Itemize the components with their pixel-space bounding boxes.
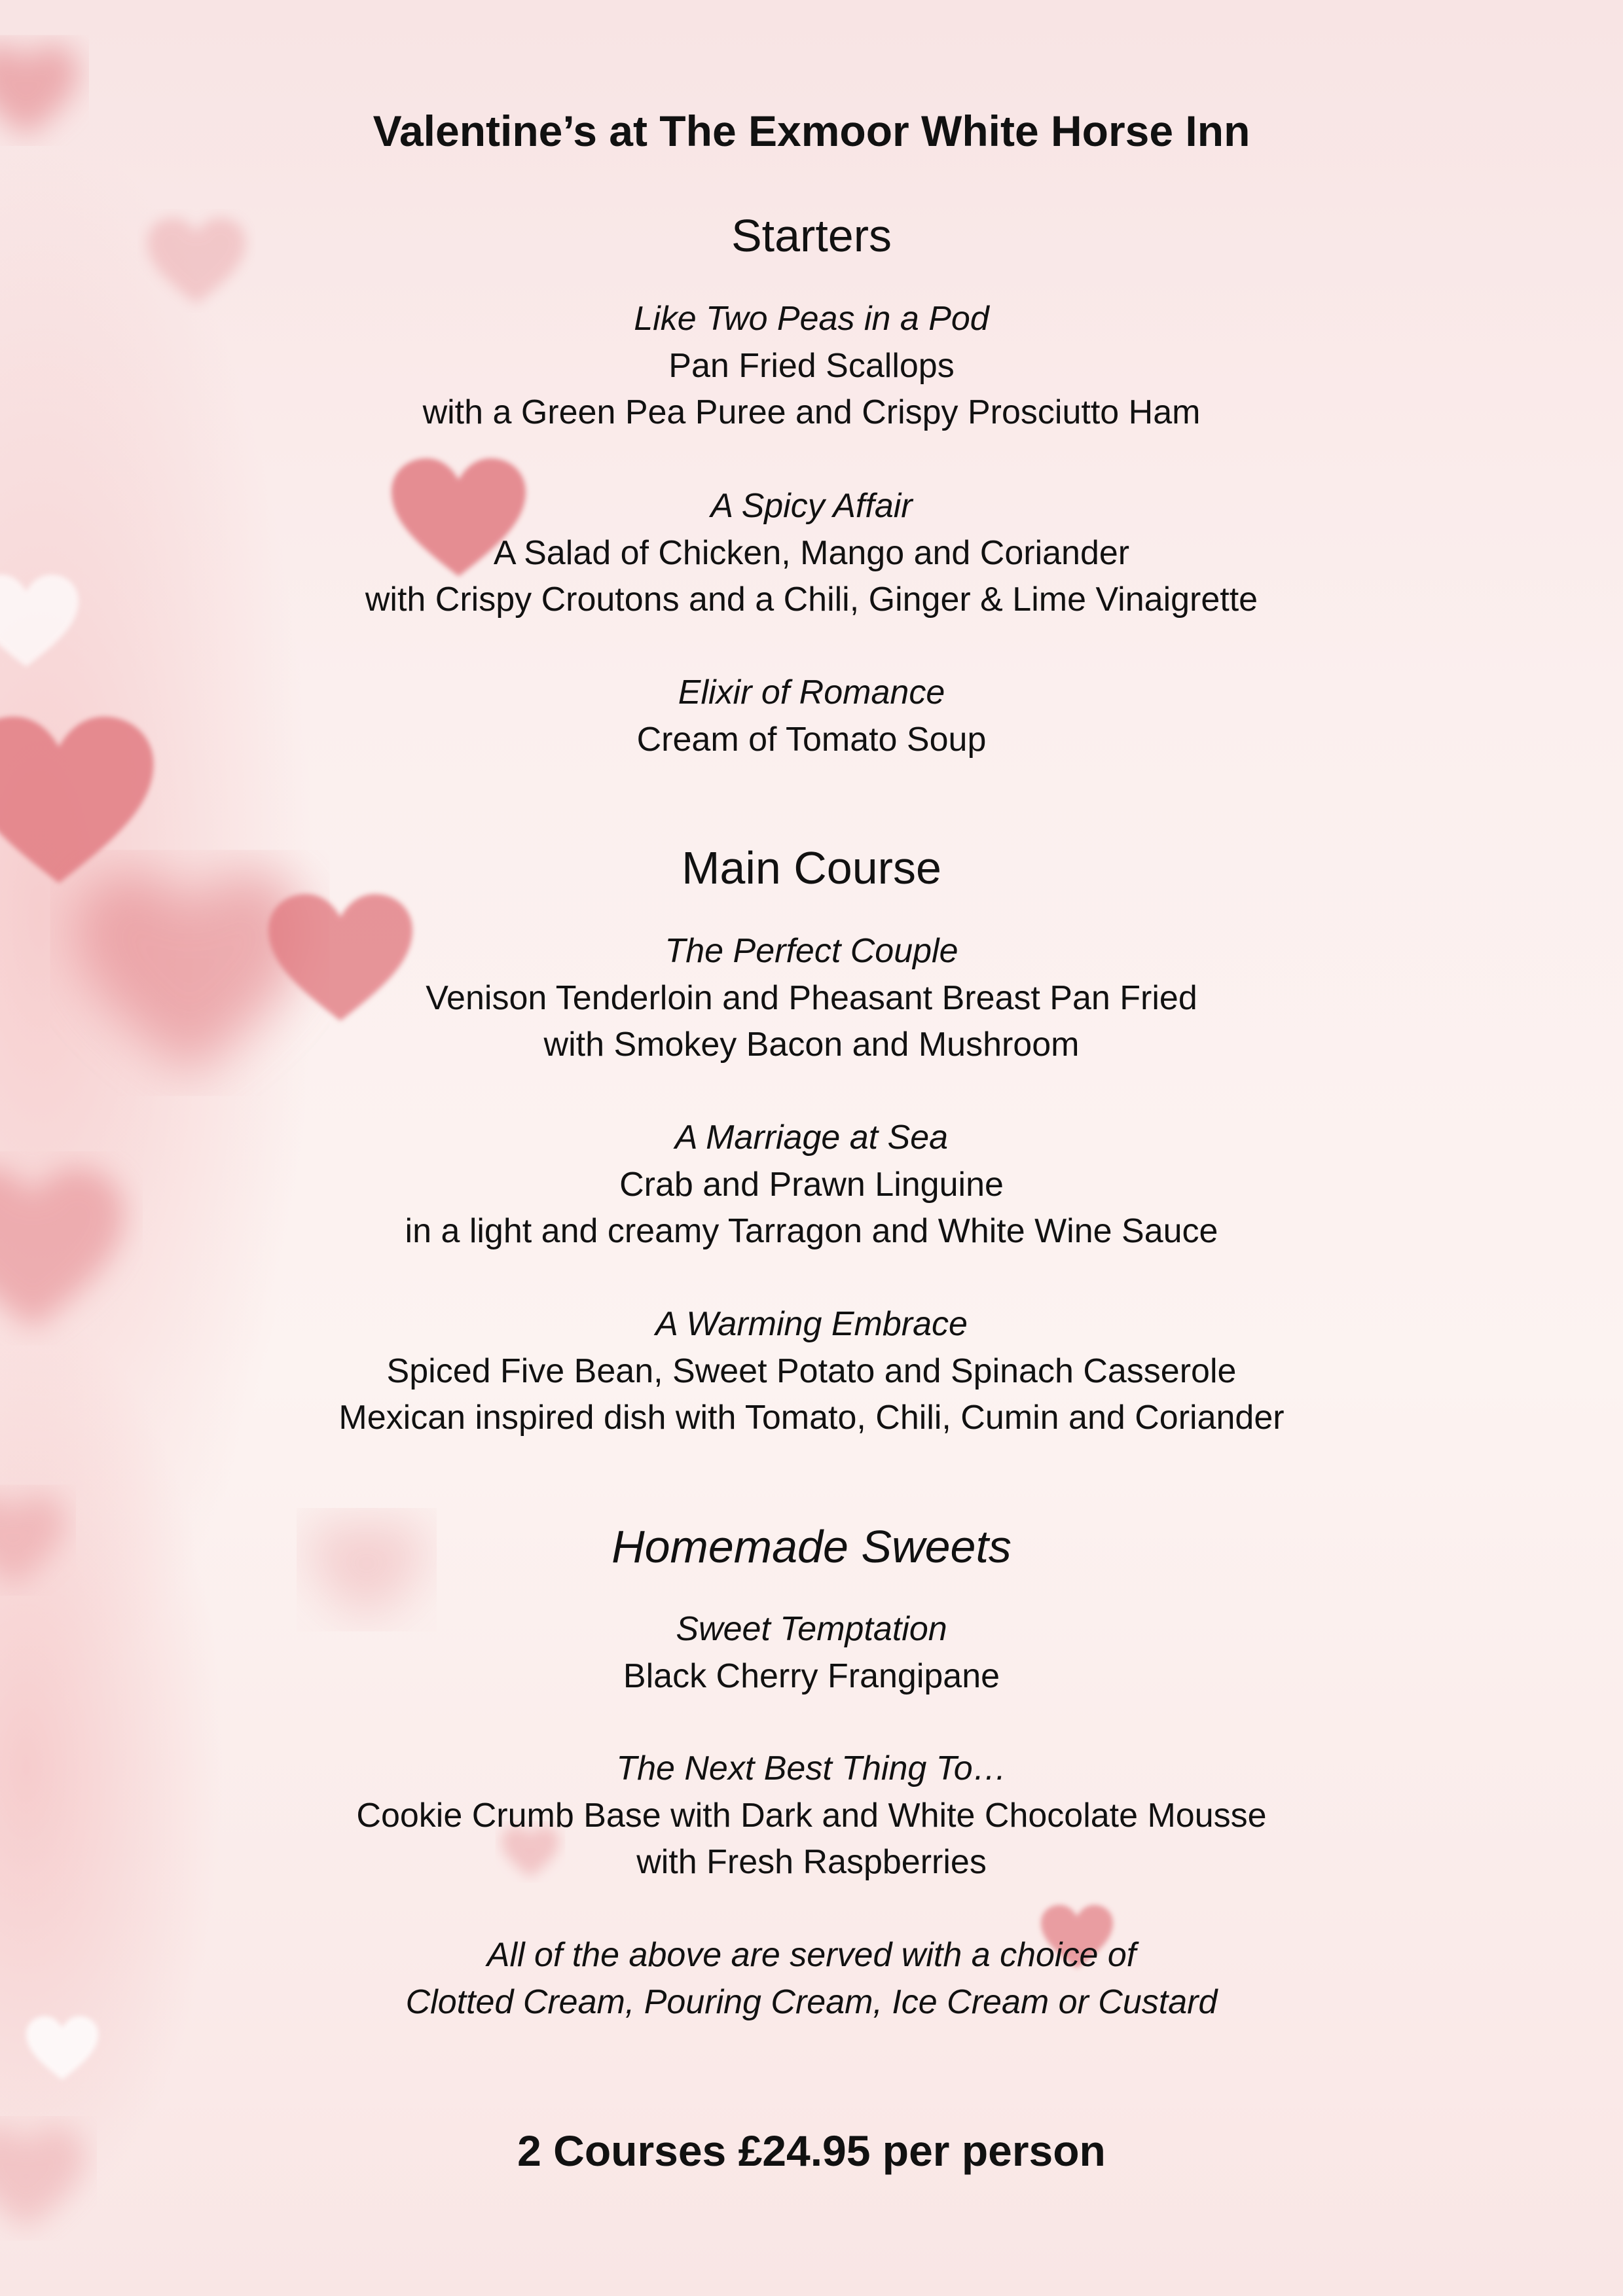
dish-item [0,1301,1623,1442]
dish-description: Cookie Crumb Base with Dark and White Chocolate Mousse [356,1796,1267,1835]
dish-description: with Fresh Raspberries [636,1843,987,1881]
menu-title: Valentine’s at The Exmoor White Horse Inn [373,107,1250,155]
section-heading-homemade-sweets: Homemade Sweets [611,1521,1012,1572]
dish-item [0,928,1623,1069]
dish-name: The Next Best Thing To… [616,1749,1007,1787]
dish-name: A Marriage at Sea [674,1119,949,1157]
dish-description: with Crispy Croutons and a Chili, Ginger & Lime Vinaigrette [365,581,1258,619]
dish-description: Spiced Five Bean, Sweet Potato and Spinach Casserole [386,1352,1237,1390]
dish-item [0,1746,1623,1886]
dish-item [0,1606,1623,1700]
dish-item [0,670,1623,763]
dish-description: Crab and Prawn Linguine [619,1165,1004,1204]
dish-description: Venison Tenderloin and Pheasant Breast Pan Fried [426,978,1197,1017]
dish-item [0,296,1623,437]
dish-description: with a Green Pea Puree and Crispy Prosciutto Ham [422,393,1201,431]
dish-description: with Smokey Bacon and Mushroom [543,1026,1080,1064]
section-heading-main-course: Main Course [682,842,941,893]
dish-name: Like Two Peas in a Pod [634,300,989,338]
dish-name: Sweet Temptation [676,1610,947,1648]
dish-item [0,483,1623,624]
dish-name: The Perfect Couple [665,932,958,970]
dish-description: Black Cherry Frangipane [623,1657,1000,1695]
dish-description: Pan Fried Scallops [668,346,955,385]
dish-description: in a light and creamy Tarragon and White Wine Sauce [405,1212,1218,1250]
section-heading-starters: Starters [731,210,892,261]
dish-name: A Warming Embrace [655,1305,968,1343]
dish-name: Elixir of Romance [678,673,945,711]
price-line: 2 Courses £24.95 per person [517,2126,1106,2175]
note-line: Clotted Cream, Pouring Cream, Ice Cream or Custard [405,1982,1218,2021]
dish-description: Cream of Tomato Soup [636,720,987,759]
dish-description: Mexican inspired dish with Tomato, Chili, Cumin and Coriander [338,1399,1285,1437]
dish-name: A Spicy Affair [710,487,913,525]
dish-description: A Salad of Chicken, Mango and Coriander [493,533,1130,572]
note-line: All of the above are served with a choice of [486,1936,1137,1974]
sweets-accompaniment-note [0,1932,1623,2026]
dish-item [0,1115,1623,1255]
